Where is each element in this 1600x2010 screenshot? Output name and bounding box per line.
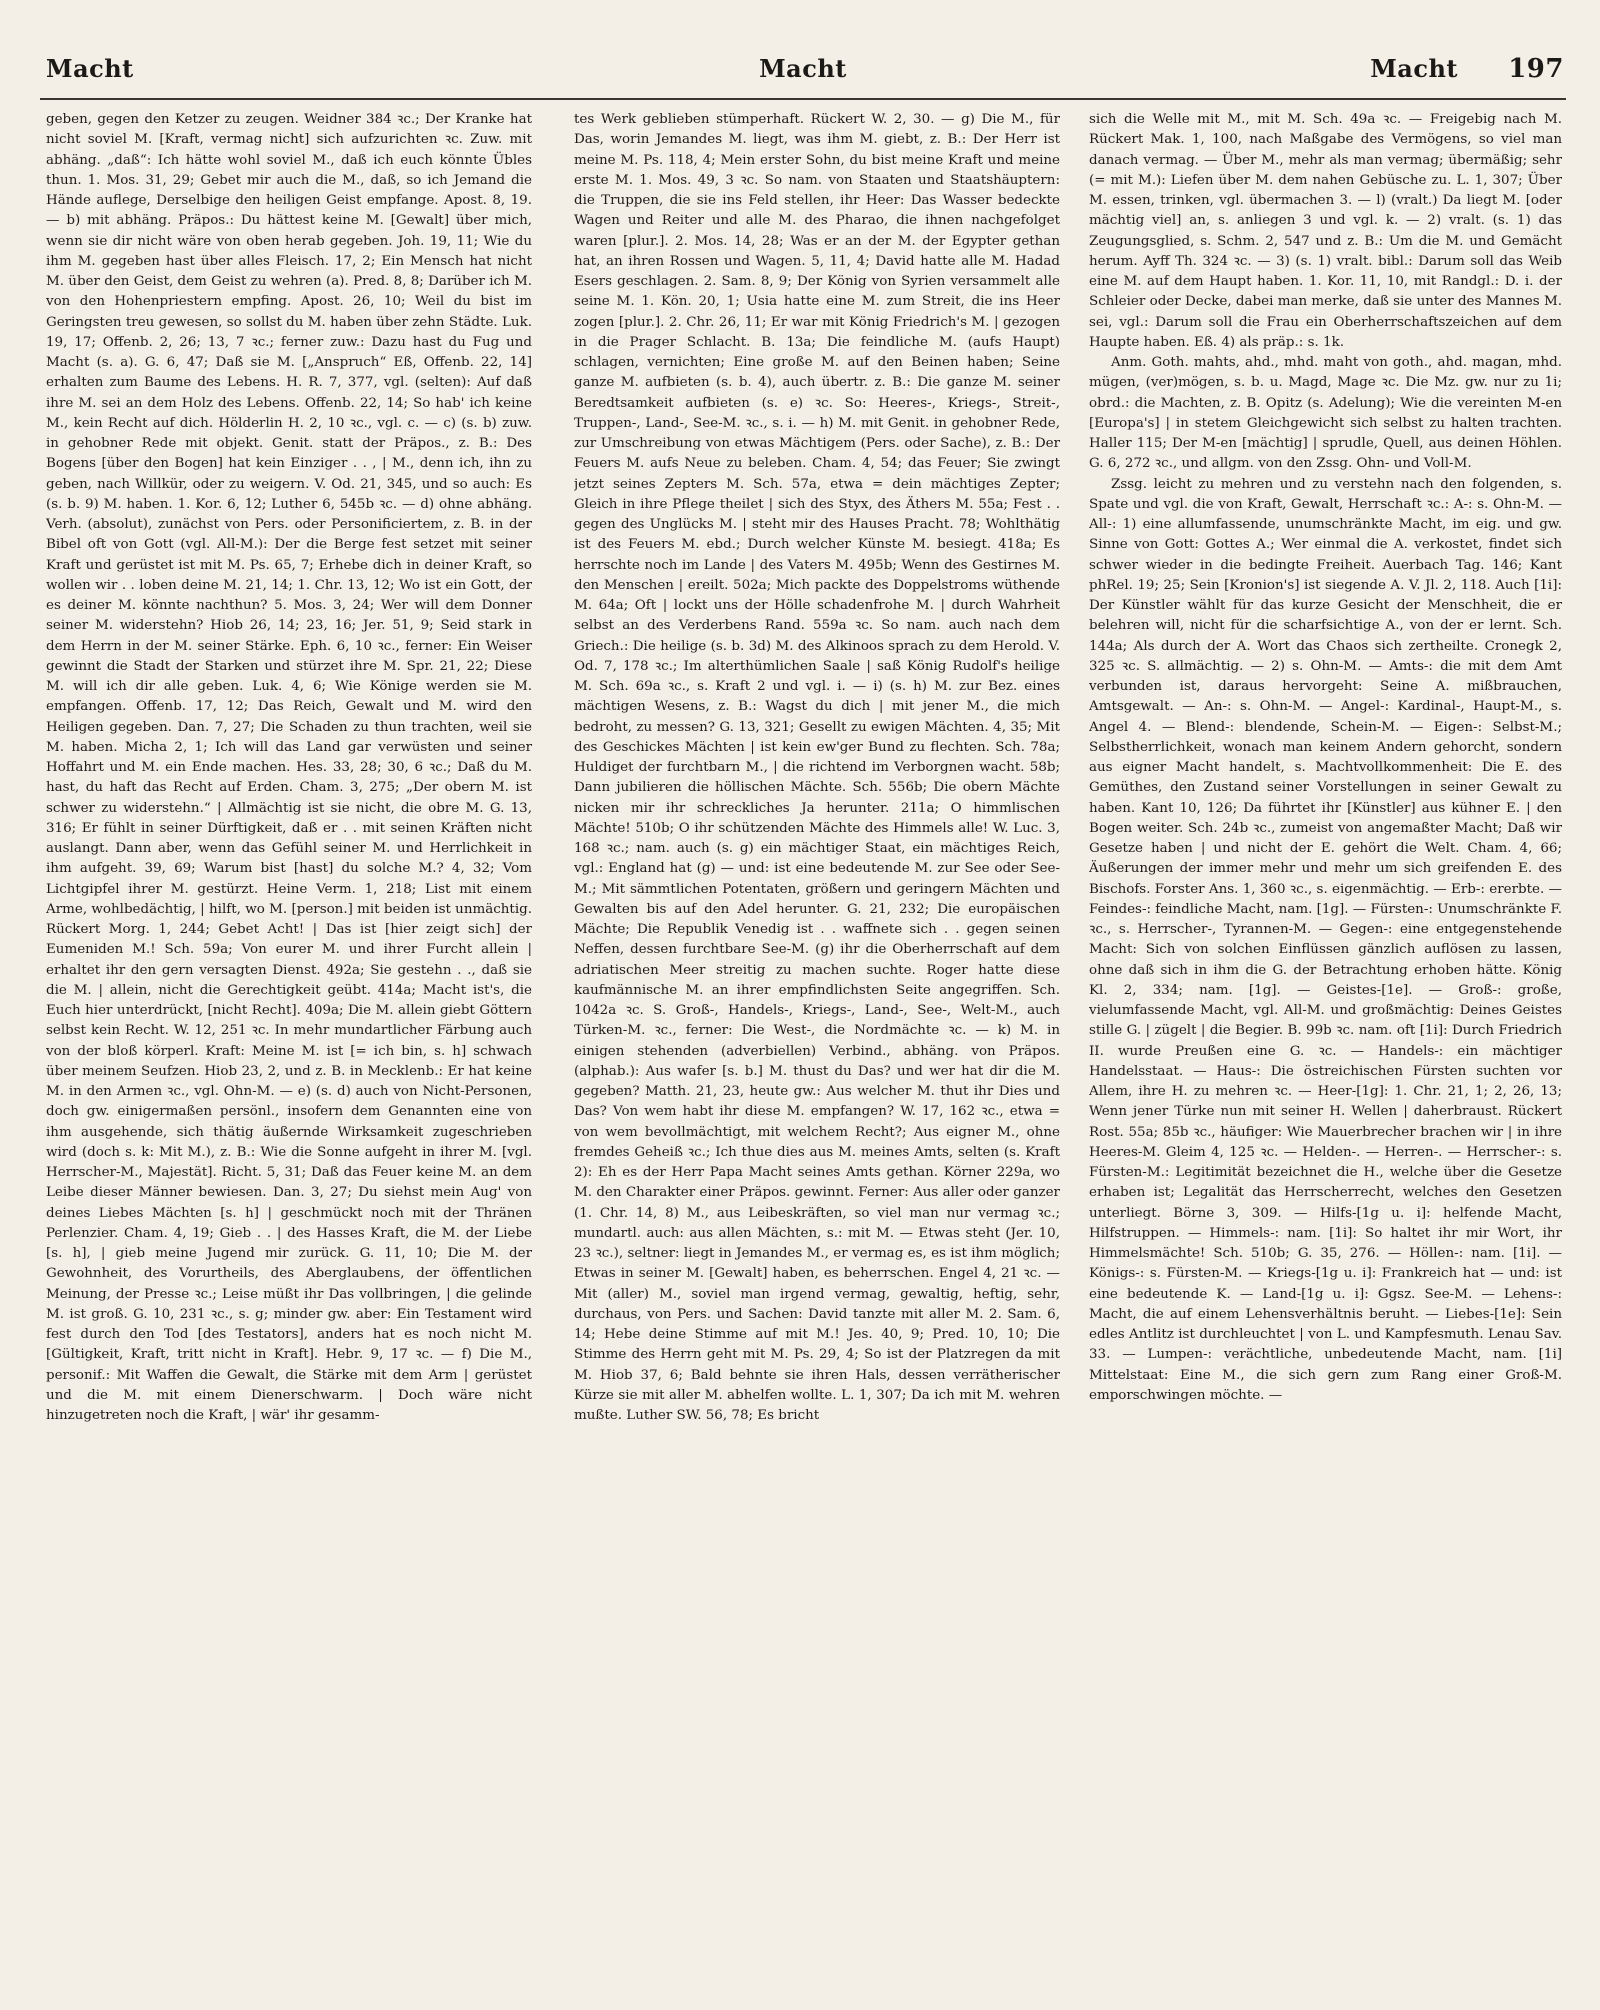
text-columns [46,110,1562,1980]
column-1 [46,110,532,1980]
running-head-right: Macht [1370,54,1458,83]
column-paragraph: geben, gegen den Ketzer zu zeugen. Weidner 384 ꝛc.; Der Kranke hat nicht soviel M. [Kraft, vermag nicht] sich aufzurichten ꝛc. Zuw. mit abhäng. „daß“: Ich hätte wohl soviel M., daß ich euch könnte Übles thun. 1. Mos. 31, 29; Gebet mir auch die M., daß, so ich Jemand die Hände auflege, Derselbige den heiligen Geist empfange. Apost. 8, 19. — b) mit abhäng. Präpos.: Du hättest keine M. [Gewalt] über mich, wenn sie dir nicht wäre von oben herab gegeben. Joh. 19, 11; Wie du ihm M. gegeben hast über alles Fleisch. 17, 2; Ein Mensch hat nicht M. über den Geist, dem Geist zu wehren (a). Pred. 8, 8; Darüber ich M. von den Hohenpriestern empfing. Apost. 26, 10; Weil du bist im Geringsten treu gewesen, so sollst du M. haben über zehn Städte. Luk. 19, 17; Offenb. 2, 26; 13, 7 ꝛc.; ferner zuw.: Dazu hast du Fug und Macht (s. a). G. 6, 47; Daß sie M. [„Anspruch“ Eß, Offenb. 22, 14] erhalten zum Baume des Lebens. H. R. 7, 377, vgl. (selten): Auf daß ihre M. sei an dem Holz des Lebens. Offenb. 22, 14; So hab' ich keine M., kein Recht auf dich. Hölderlin H. 2, 10 ꝛc., vgl. c. — c) (s. b) zuw. in gehobner Rede mit objekt. Genit. statt der Präpos., z. B.: Des Bogens [über den Bogen] hat kein Einziger . . , | M., denn ich, ihn zu geben, nach Willkür, oder zu weigern. V. Od. 21, 345, und so auch: Es (s. b. 9) M. haben. 1. Kor. 6, 12; Luther 6, 545b ꝛc. — d) ohne abhäng. Verh. (absolut), zunächst von Pers. oder Personificiertem, z. B. in der Bibel oft von Gott (vgl. All-M.): Der die Berge fest setzet mit seiner Kraft und gerüstet ist mit M. Ps. 65, 7; Erhebe dich in deiner Kraft, so wollen wir . . loben deine M. 21, 14; 1. Chr. 13, 12; Wo ist ein Gott, der es deiner M. könnte nachthun? 5. Mos. 3, 24; Wer will dem Donner seiner M. widerstehn? Hiob 26, 14; 23, 16; Jer. 51, 9; Seid stark in dem Herrn in der M. seiner Stärke. Eph. 6, 10 ꝛc., ferner: Ein Weiser gewinnt die Stadt der Starken und stürzet ihre M. Spr. 21, 22; Diese M. will ich dir alle geben. Luk. 4, 6; Wie Könige werden sie M. empfangen. Offenb. 17, 12; Das Reich, Gewalt und M. wird den Heiligen gegeben. Dan. 7, 27; Die Schaden zu thun trachten, weil sie M. haben. Micha 2, 1; Ich will das Land gar verwüsten und seiner Hoffahrt und M. ein Ende machen. Hes. 33, 28; 30, 6 ꝛc.; Daß du M. hast, du haft das Recht auf Erden. Cham. 3, 275; „Der obern M. ist schwer zu widerstehn.“ | Allmächtig ist sie nicht, die obre M. G. 13, 316; Er fühlt in seiner Dürftigkeit, daß er . . mit seinen Kräften nicht auslangt. Dann aber, wenn das Gefühl seiner M. und Herrlichkeit in ihm aufgeht. 39, 69; Warum bist [hast] du solche M.? 4, 32; Vom Lichtgipfel ihrer M. gestürzt. Heine Verm. 1, 218; List mit einem Arme, wohlbedächtig, | hilft, wo M. [person.] mit beiden ist unmächtig. Rückert Morg. 1, 244; Gebet Acht! | Das ist [hier zeigt sich] der Eumeniden M.! Sch. 59a; Von eurer M. und ihrer Furcht allein | erhaltet ihr den gern versagten Dienst. 492a; Sie gestehn . ., daß sie die M. | allein, nicht die Gerechtigkeit geübt. 414a; Macht ist's, die Euch hier unterdrückt, [nicht Recht]. 409a; Die M. allein giebt Göttern selbst kein Recht. W. 12, 251 ꝛc. In mehr mundartlicher Färbung auch von der bloß körperl. Kraft: Meine M. ist [= ich bin, s. h] schwach über meinem Seufzen. Hiob 23, 2, und z. B. in Mecklenb.: Er hat keine M. in den Armen ꝛc., vgl. Ohn-M. — e) (s. d) auch von Nicht-Personen, doch gw. einigermaßen persönl., insofern dem Genannten eine von ihm ausgehende, sich thätig äußernde Wirksamkeit zugeschrieben wird (doch s. k: Mit M.), z. B.: Wie die Sonne aufgeht in ihrer M. [vgl. Herrscher-M., Majestät]. Richt. 5, 31; Daß das Feuer keine M. an dem Leibe dieser Männer bewiesen. Dan. 3, 27; Du siehst mein Aug' von deines Liebes Mächten [s. h] | geschmückt noch mit der Thränen Perlenzier. Cham. 4, 19; Gieb . . | des Hasses Kraft, die M. der Liebe [s. h], | gieb meine Jugend mir zurück. G. 11, 10; Die M. der Gewohnheit, des Vorurtheils, des Aberglaubens, der öffentlichen Meinung, der Presse ꝛc.; Leise müßt ihr Das vollbringen, | die gelinde M. ist groß. G. 10, 231 ꝛc., s. g; minder gw. aber: Ein Testament wird fest durch den Tod [des Testators], anders hat es noch nicht M. [Gültigkeit, Kraft, tritt nicht in Kraft]. Hebr. 9, 17 ꝛc. — f) Die M., personif.: Mit Waffen die Gewalt, die Stärke mit dem Arm | gerüstet und die M. mit einem Dienerschwarm. | Doch wäre nicht hinzugetreten noch die Kraft, | wär' ihr gesamm- [46,112,532,1423]
column-3 [1089,110,1562,1980]
column-paragraph: sich die Welle mit M., mit M. Sch. 49a ꝛc. — Freigebig nach M. Rückert Mak. 1, 100, nach Maßgabe des Vermögens, so viel man danach vermag. — Über M., mehr als man vermag; übermäßig; sehr (= mit M.): Liefen über M. dem nahen Gebüsche zu. L. 1, 307; Über M. essen, trinken, vgl. übermachen 3. — l) (vralt.) Da liegt M. [oder mächtig viel] an, s. anliegen 3 und vgl. k. — 2) vralt. (s. 1) das Zeugungsglied, s. Schm. 2, 547 und z. B.: Um die M. und Gemächt herum. Ayff Th. 324 ꝛc. — 3) (s. 1) vralt. bibl.: Darum soll das Weib eine M. auf dem Haupt haben. 1. Kor. 11, 10, mit Randgl.: D. i. der Schleier oder Decke, dabei man merke, daß sie unter des Mannes M. sei, vgl.: Darum soll die Frau ein Oberherrschaftszeichen auf dem Haupte haben. Eß. 4) als präp.: s. 1k. [1089,112,1562,350]
column-paragraph: tes Werk geblieben stümperhaft. Rückert W. 2, 30. — g) Die M., für Das, worin Jemandes M. liegt, was ihm M. giebt, z. B.: Der Herr ist meine M. Ps. 118, 4; Mein erster Sohn, du bist meine Kraft und meine erste M. 1. Mos. 49, 3 ꝛc. So nam. von Staaten und Staatshäuptern: die Truppen, die sie ins Feld stellen, ihr Heer: Das Wasser bedeckte Wagen und Reiter und alle M. des Pharao, die ihnen nachgefolget waren [plur.]. 2. Mos. 14, 28; Was er an der M. der Egypter gethan hat, an ihren Rossen und Wagen. 5, 11, 4; David hatte alle M. Hadad Esers geschlagen. 2. Sam. 8, 9; Der König von Syrien versammelt alle seine M. 1. Kön. 20, 1; Usia hatte eine M. zum Streit, die ins Heer zogen [plur.]. 2. Chr. 26, 11; Er war mit König Friedrich's M. | gezogen in die Prager Schlacht. B. 13a; Die feindliche M. (aufs Haupt) schlagen, vernichten; Eine große M. auf den Beinen haben; Seine ganze M. aufbieten (s. b. 4), auch übertr. z. B.: Die ganze M. seiner Beredtsamkeit aufbieten (s. e) ꝛc. So: Heeres-, Kriegs-, Streit-, Truppen-, Land-, See-M. ꝛc., s. i. — h) M. mit Genit. in gehobner Rede, zur Umschreibung von etwas Mächtigem (Pers. oder Sache), z. B.: Der Feuers M. aufs Neue zu beleben. Cham. 4, 54; das Feuer; Sie zwingt jetzt seines Zepters M. Sch. 57a, etwa = dein mächtiges Zepter; Gleich in ihre Pflege theilet | sich des Styx, des Äthers M. 55a; Fest . . gegen des Unglücks M. | steht mir des Hauses Pracht. 78; Wohlthätig ist des Feuers M. ebd.; Durch welcher Künste M. besiegt. 418a; Es herrschte noch im Lande | des Vaters M. 495b; Wenn des Gestirnes M. den Menschen | ereilt. 502a; Mich packte des Doppelstroms wüthende M. 64a; Oft | lockt uns der Hölle schadenfrohe M. | durch Wahrheit selbst an des Verderbens Rand. 559a ꝛc. So nam. auch nach dem Griech.: Die heilige (s. b. 3d) M. des Alkinoos sprach zu dem Herold. V. Od. 7, 178 ꝛc.; Im alterthümlichen Saale | saß König Rudolf's heilige M. Sch. 69a ꝛc., s. Kraft 2 und vgl. i. — i) (s. h) M. zur Bez. eines mächtigen Wesens, z. B.: Wagst du dich | mit jener M., die mich bedroht, zu messen? G. 13, 321; Gesellt zu ewigen Mächten. 4, 35; Mit des Geschickes Mächten | ist kein ew'ger Bund zu flechten. Sch. 78a; Huldiget der furchtbarn M., | die richtend im Verborgnen wacht. 58b; Dann jubilieren die höllischen Mächte. Sch. 556b; Die obern Mächte nicken mir ihr schreckliches Ja herunter. 211a; O himmlischen Mächte! 510b; O ihr schützenden Mächte des Himmels alle! W. Luc. 3, 168 ꝛc.; nam. auch (s. g) ein mächtiger Staat, ein mächtiges Reich, vgl.: England hat (g) — und: ist eine bedeutende M. zur See oder See-M.; Mit sämmtlichen Potentaten, größern und geringern Mächten und Gewalten bis auf den Adel herunter. G. 21, 232; Die europäischen Mächte; Die Republik Venedig ist . . waffnete sich . . gegen seinen Neffen, dessen furchtbare See-M. (g) ihr die Oberherrschaft auf dem adriatischen Meer streitig zu machen suchte. Roger hatte diese kaufmännische M. an ihrer empfindlichsten Seite angegriffen. Sch. 1042a ꝛc. S. Groß-, Handels-, Kriegs-, Land-, See-, Welt-M., auch Türken-M. ꝛc., ferner: Die West-, die Nordmächte ꝛc. — k) M. in einigen stehenden (adverbiellen) Verbind., abhäng. von Präpos. (alphab.): Aus wafer [s. b.] M. thust du Das? und wer hat dir die M. gegeben? Matth. 21, 23, heute gw.: Aus welcher M. thut ihr Dies und Das? Von wem habt ihr diese M. empfangen? W. 17, 162 ꝛc., etwa = von wem bevollmächtigt, mit welchem Recht?; Aus eigner M., ohne fremdes Geheiß ꝛc.; Ich thue dies aus M. meines Amts, selten (s. Kraft 2): Eh es der Herr Papa Macht seines Amts gethan. Körner 229a, wo M. den Charakter einer Präpos. gewinnt. Ferner: Aus aller oder ganzer (1. Chr. 14, 8) M., aus Leibeskräften, so viel man nur vermag ꝛc.; mundartl. auch: aus allen Mächten, s.: mit M. — Etwas steht (Jer. 10, 23 ꝛc.), seltner: liegt in Jemandes M., er vermag es, es ist ihm möglich; Etwas in seiner M. [Gewalt] haben, es beherrschen. Engel 4, 21 ꝛc. — Mit (aller) M., soviel man irgend vermag, gewaltig, heftig, sehr, durchaus, von Pers. und Sachen: David tanzte mit aller M. 2. Sam. 6, 14; Hebe deine Stimme auf mit M.! Jes. 40, 9; Pred. 10, 10; Die Stimme des Herrn geht mit M. Ps. 29, 4; So ist der Platzregen da mit M. Hiob 37, 6; Bald behnte sie ihren Hals, dessen verrätherischer Kürze sie mit aller M. abhelfen wollte. L. 1, 307; Da ich mit M. wehren mußte. Luther SW. 56, 78; Es bricht [574,112,1060,1423]
page-number: 197 [1508,54,1564,84]
column-paragraph-note: Anm. Goth. mahts, ahd., mhd. maht von goth., ahd. magan, mhd. mügen, (ver)mögen, s. b. u. Magd, Mage ꝛc. Die Mz. gw. nur zu 1i; obrd.: die Machten, z. B. Opitz (s. Adelung); Wie die vereinten M-en [Europa's] | in stetem Gleichgewicht sich selbst zu halten trachten. Haller 115; Der M-en [mächtig] | sprudle, Quell, aus deinen Höhlen. G. 6, 272 ꝛc., und allgm. von den Zssg. Ohn- und Voll-M. [1089,355,1562,472]
running-head-center: Macht [759,54,847,83]
page-header [40,50,1566,90]
header-rule [40,98,1566,100]
running-head-left: Macht [46,54,134,83]
column-2 [574,110,1060,1980]
column-paragraph-compounds: Zssg. leicht zu mehren und zu verstehn nach den folgenden, s. Spate und vgl. die von Kraft, Gewalt, Herrschaft ꝛc.: A-: s. Ohn-M. — All-: 1) eine allumfassende, unumschränkte Macht, im eig. und gw. Sinne von Gott: Gottes A.; Wer einmal die A. verkostet, findet sich schwer wieder in die bedingte Freiheit. Auerbach Tag. 146; Kant phRel. 19; 25; Sein [Kronion's] ist siegende A. V. Jl. 2, 118. Auch [1i]: Der Künstler wählt für das kurze Gesicht der Menschheit, die er belehren will, nicht für die scharfsichtige A., von der er lernt. Sch. 144a; Als durch der A. Wort das Chaos sich zertheilte. Cronegk 2, 325 ꝛc. S. allmächtig. — 2) s. Ohn-M. — Amts-: die mit dem Amt verbunden ist, daraus hervorgeht: Seine A. mißbrauchen, Amtsgewalt. — An-: s. Ohn-M. — Angel-: Kardinal-, Haupt-M., s. Angel 4. — Blend-: blendende, Schein-M. — Eigen-: Selbst-M.; Selbstherrlichkeit, wonach man keinem Andern gehorcht, sondern aus eigner Macht handelt, s. Machtvollkommenheit: Die E. des Gemüthes, den Zustand seiner Vorstellungen in seiner Gewalt zu haben. Kant 10, 126; Da führtet ihr [Künstler] aus kühner E. | den Bogen weiter. Sch. 24b ꝛc., zumeist von angemaßter Macht; Daß wir Gesetze haben | und nicht der E. gehört die Welt. Cham. 4, 66; Äußerungen der immer mehr und mehr um sich greifenden E. des Bischofs. Forster Ans. 1, 360 ꝛc., s. eigenmächtig. — Erb-: ererbte. — Feindes-: feindliche Macht, nam. [1g]. — Fürsten-: Unumschränkte F. ꝛc., s. Herrscher-, Tyrannen-M. — Gegen-: eine entgegenstehende Macht: Sich von solchen Einflüssen gänzlich auflösen zu lassen, ohne daß sich in ihm die G. der Betrachtung erhoben hätte. König Kl. 2, 334; nam. [1g]. — Geistes-[1e]. — Groß-: große, vielumfassende Macht, vgl. All-M. und großmächtig: Deines Geistes stille G. | zügelt | die Begier. B. 99b ꝛc. nam. oft [1i]: Durch Friedrich II. wurde Preußen eine G. ꝛc. — Handels-: ein mächtiger Handelsstaat. — Haus-: Die östreichischen Fürsten suchten vor Allem, ihre H. zu mehren ꝛc. — Heer-[1g]: 1. Chr. 21, 1; 2, 26, 13; Wenn jener Türke nun mit seiner H. Wellen | daherbraust. Rückert Rost. 55a; 85b ꝛc., häufiger: Wie Mauerbrecher brachen wir | in ihre Heeres-M. Gleim 4, 125 ꝛc. — Helden-. — Herren-. — Herrscher-: s. Fürsten-M.: Legitimität bezeichnet die H., welche über die Gesetze erhaben ist; Legalität das Herrscherrecht, welches den Gesetzen unterliegt. Börne 3, 309. — Hilfs-[1g u. i]: helfende Macht, Hilfstruppen. — Himmels-: nam. [1i]: So haltet ihr mir Wort, ihr Himmelsmächte! Sch. 510b; G. 35, 276. — Höllen-: nam. [1i]. — Königs-: s. Fürsten-M. — Kriegs-[1g u. i]: Frankreich hat — und: ist eine bedeutende K. — Land-[1g u. i]: Ggsz. See-M. — Lehens-: Macht, die auf einem Lehensverhältnis beruht. — Liebes-[1e]: Sein edles Antlitz ist durchleuchtet | von L. und Kampfesmuth. Lenau Sav. 33. — Lumpen-: verächtliche, unbedeutende Macht, nam. [1i] Mittelstaat: Eine M., die sich gern zum Rang einer Groß-M. emporschwingen möchte. — [1089,476,1562,1403]
